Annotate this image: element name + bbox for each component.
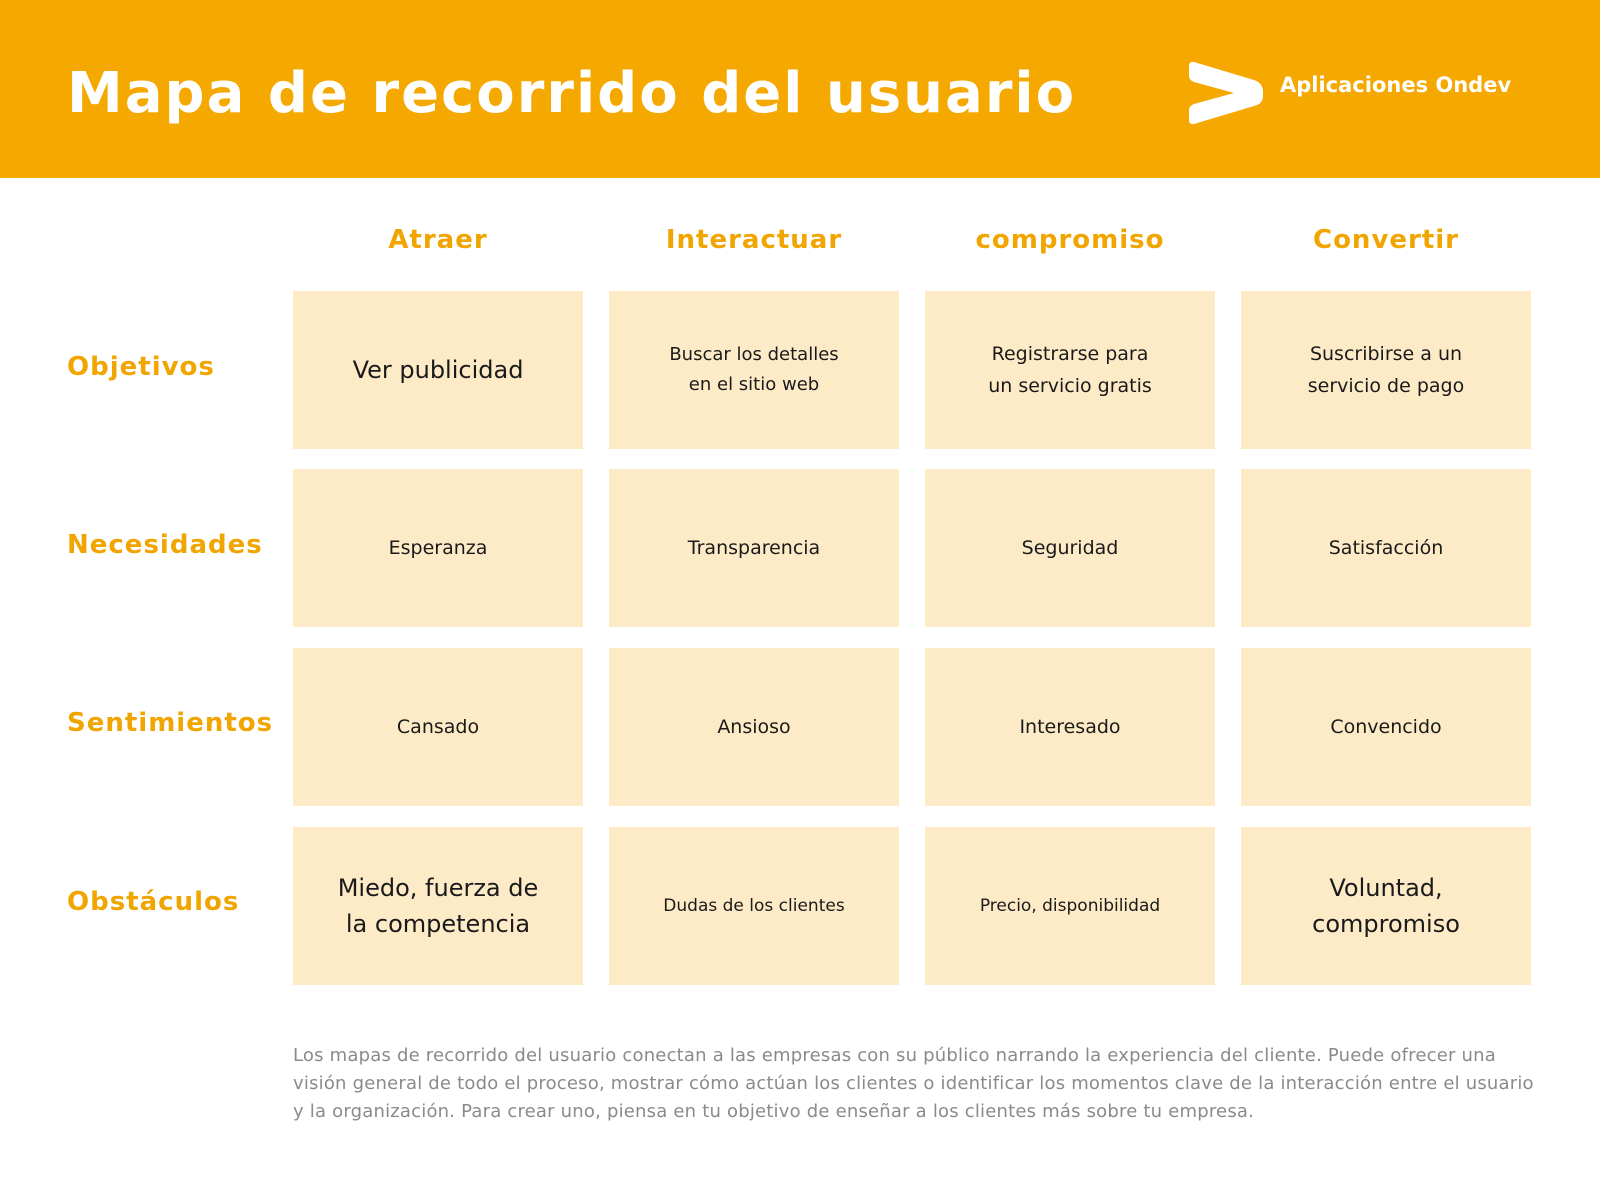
column-header-interact: Interactuar	[665, 225, 843, 255]
grid-cell	[609, 469, 899, 627]
cell-text: Miedo, fuerza de la competencia	[337, 874, 539, 938]
cell-text: Transparencia	[687, 537, 821, 559]
grid-cell	[1241, 827, 1531, 985]
cell-text: Dudas de los clientes	[663, 896, 845, 916]
cell-text: Interesado	[1019, 716, 1121, 738]
cell-text: Convencido	[1330, 716, 1442, 738]
row-label-obstacles: Obstáculos	[67, 887, 240, 917]
grid-cell	[293, 648, 583, 806]
column-header-convert: Convertir	[1312, 225, 1460, 255]
grid-cell	[609, 827, 899, 985]
brand-name: Aplicaciones Ondev	[1280, 73, 1512, 97]
chevron-arrow-logo-icon	[1188, 58, 1266, 132]
row-label-objectives: Objetivos	[67, 352, 215, 382]
grid-cell	[925, 648, 1215, 806]
cell-text: Buscar los detalles en el sitio web	[669, 344, 839, 395]
column-header-attract: Atraer	[388, 225, 488, 255]
grid-cell	[293, 827, 583, 985]
grid-cell	[1241, 648, 1531, 806]
row-label-feelings: Sentimientos	[67, 708, 274, 738]
cell-text: Voluntad, compromiso	[1312, 874, 1460, 938]
grid-cell	[609, 291, 899, 449]
grid-cell	[609, 648, 899, 806]
cell-text: Registrarse para un servicio gratis	[988, 343, 1152, 397]
cell-text: Seguridad	[1021, 537, 1119, 559]
page-title: Mapa de recorrido del usuario	[67, 61, 1077, 126]
row-label-needs: Necesidades	[67, 530, 263, 560]
column-header-engagement: compromiso	[975, 225, 1165, 255]
cell-text: Suscribirse a un servicio de pago	[1307, 343, 1465, 397]
grid-cell	[1241, 469, 1531, 627]
cell-text: Precio, disponibilidad	[979, 896, 1161, 916]
grid-cell	[925, 291, 1215, 449]
cell-text: Satisfacción	[1328, 537, 1444, 559]
description-paragraph: Los mapas de recorrido del usuario conectan a las empresas con su público narrando la experiencia del cliente. Puede ofrecer una visión general de todo el proceso, mostrar cómo actúan los clientes o identificar los momentos clave de la interacción entre el usuario y la organización. Para crear uno, piensa en tu objetivo de enseñar a los clientes más sobre tu empresa.	[293, 1045, 1534, 1122]
cell-text: Ver publicidad	[352, 356, 524, 384]
cell-text: Ansioso	[717, 716, 791, 738]
cell-text: Cansado	[396, 716, 480, 738]
grid-cell	[293, 469, 583, 627]
grid-cell	[1241, 291, 1531, 449]
grid-cell	[925, 827, 1215, 985]
grid-cell	[925, 469, 1215, 627]
grid-cell	[293, 291, 583, 449]
cell-text: Esperanza	[388, 537, 488, 559]
header-banner	[0, 0, 1600, 178]
